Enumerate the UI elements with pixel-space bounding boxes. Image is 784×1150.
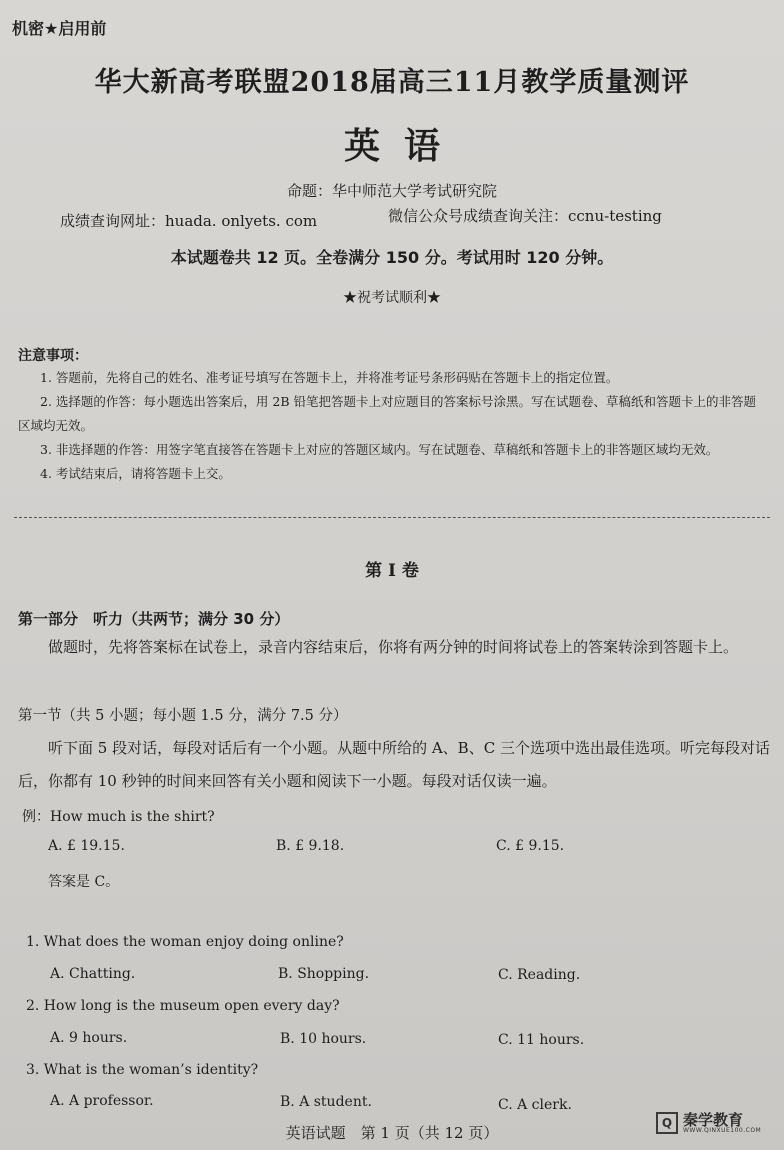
question-3-option-b: B. A student.	[280, 1094, 372, 1110]
logo-en: WWW.QINXUE100.COM	[683, 1126, 762, 1134]
confidential-label: 机密★启用前	[12, 19, 107, 38]
part-title: 第一部分 听力（共两节；满分 30 分）	[18, 610, 290, 628]
exam-author: 命题：华中师范大学考试研究院	[286, 182, 497, 200]
score-query-site: 成绩查询网址：huada. onlyets. com	[60, 212, 318, 230]
example-option-c: C. £ 9.15.	[496, 838, 565, 854]
example-answer: 答案是 C。	[48, 874, 120, 890]
notice-item: 4. 考试结束后，请将答题卡上交。	[40, 466, 231, 481]
section-title: 第一节（共 5 小题；每小题 1.5 分，满分 7.5 分）	[18, 708, 348, 724]
section-instruction: 听下面 5 段对话，每段对话后有一个小题。从题中所给的 A、B、C 三个选项中选出最佳选项。听完每段对话后，你都有 10 秒钟的时间来回答有关小题和阅读下一小题。每段对话仅读一遍。	[18, 739, 770, 790]
notice-item: 1. 答题前，先将自己的姓名、准考证号填写在答题卡上，并将准考证号条形码贴在答题卡上的指定位置。	[40, 370, 619, 385]
notice-item: 3. 非选择题的作答：用签字笔直接答在答题卡上对应的答题区域内。写在试题卷、草稿纸和答题卡上的非答题区域均无效。	[40, 442, 719, 457]
question-1-option-a: A. Chatting.	[50, 966, 136, 982]
question-2-option-c: C. 11 hours.	[498, 1032, 585, 1048]
question-1: 1. What does the woman enjoy doing online?	[26, 934, 344, 950]
good-luck-wish: ★祝考试顺利★	[343, 290, 441, 306]
question-2: 2. How long is the museum open every day?	[26, 998, 340, 1014]
section-instruction-block	[18, 732, 770, 798]
logo-mark-icon: Q	[656, 1112, 678, 1134]
dashed-divider	[14, 517, 770, 518]
notice-item: 2. 选择题的作答：每小题选出答案后，用 2B 铅笔把答题卡上对应题目的答案标号涂黑。写在试题卷、草稿纸和答题卡上的非答题区域均无效。	[18, 394, 756, 433]
subject-title: 英语	[343, 125, 464, 167]
part-instruction-block	[18, 631, 770, 664]
example-option-b: B. £ 9.18.	[276, 838, 345, 854]
exam-info: 本试题卷共 12 页。全卷满分 150 分。考试用时 120 分钟。	[170, 248, 614, 267]
logo-text	[683, 1110, 762, 1134]
watermark-logo	[656, 1108, 764, 1138]
notice-title: 注意事项：	[18, 348, 88, 364]
question-3: 3. What is the woman’s identity?	[26, 1062, 259, 1078]
question-1-option-b: B. Shopping.	[278, 966, 370, 982]
logo-cn: 秦学教育	[683, 1110, 744, 1129]
question-3-option-a: A. A professor.	[50, 1093, 154, 1109]
question-3-option-c: C. A clerk.	[498, 1097, 572, 1113]
volume-title: 第 Ⅰ 卷	[365, 561, 419, 581]
notice-list	[18, 366, 768, 486]
part-instruction: 做题时，先将答案标在试卷上，录音内容结束后，你将有两分钟的时间将试卷上的答案转涂到答题卡上。	[48, 638, 739, 656]
example-question: 例：How much is the shirt?	[22, 809, 215, 825]
page-footer: 英语试题 第 1 页（共 12 页）	[285, 1124, 499, 1142]
question-2-option-b: B. 10 hours.	[280, 1031, 367, 1047]
question-2-option-a: A. 9 hours.	[50, 1030, 128, 1046]
exam-title: 华大新高考联盟2018届高三11月教学质量测评	[94, 67, 690, 98]
example-option-a: A. £ 19.15.	[48, 838, 125, 854]
wechat-query: 微信公众号成绩查询关注：ccnu-testing	[388, 207, 662, 225]
question-1-option-c: C. Reading.	[498, 967, 581, 983]
